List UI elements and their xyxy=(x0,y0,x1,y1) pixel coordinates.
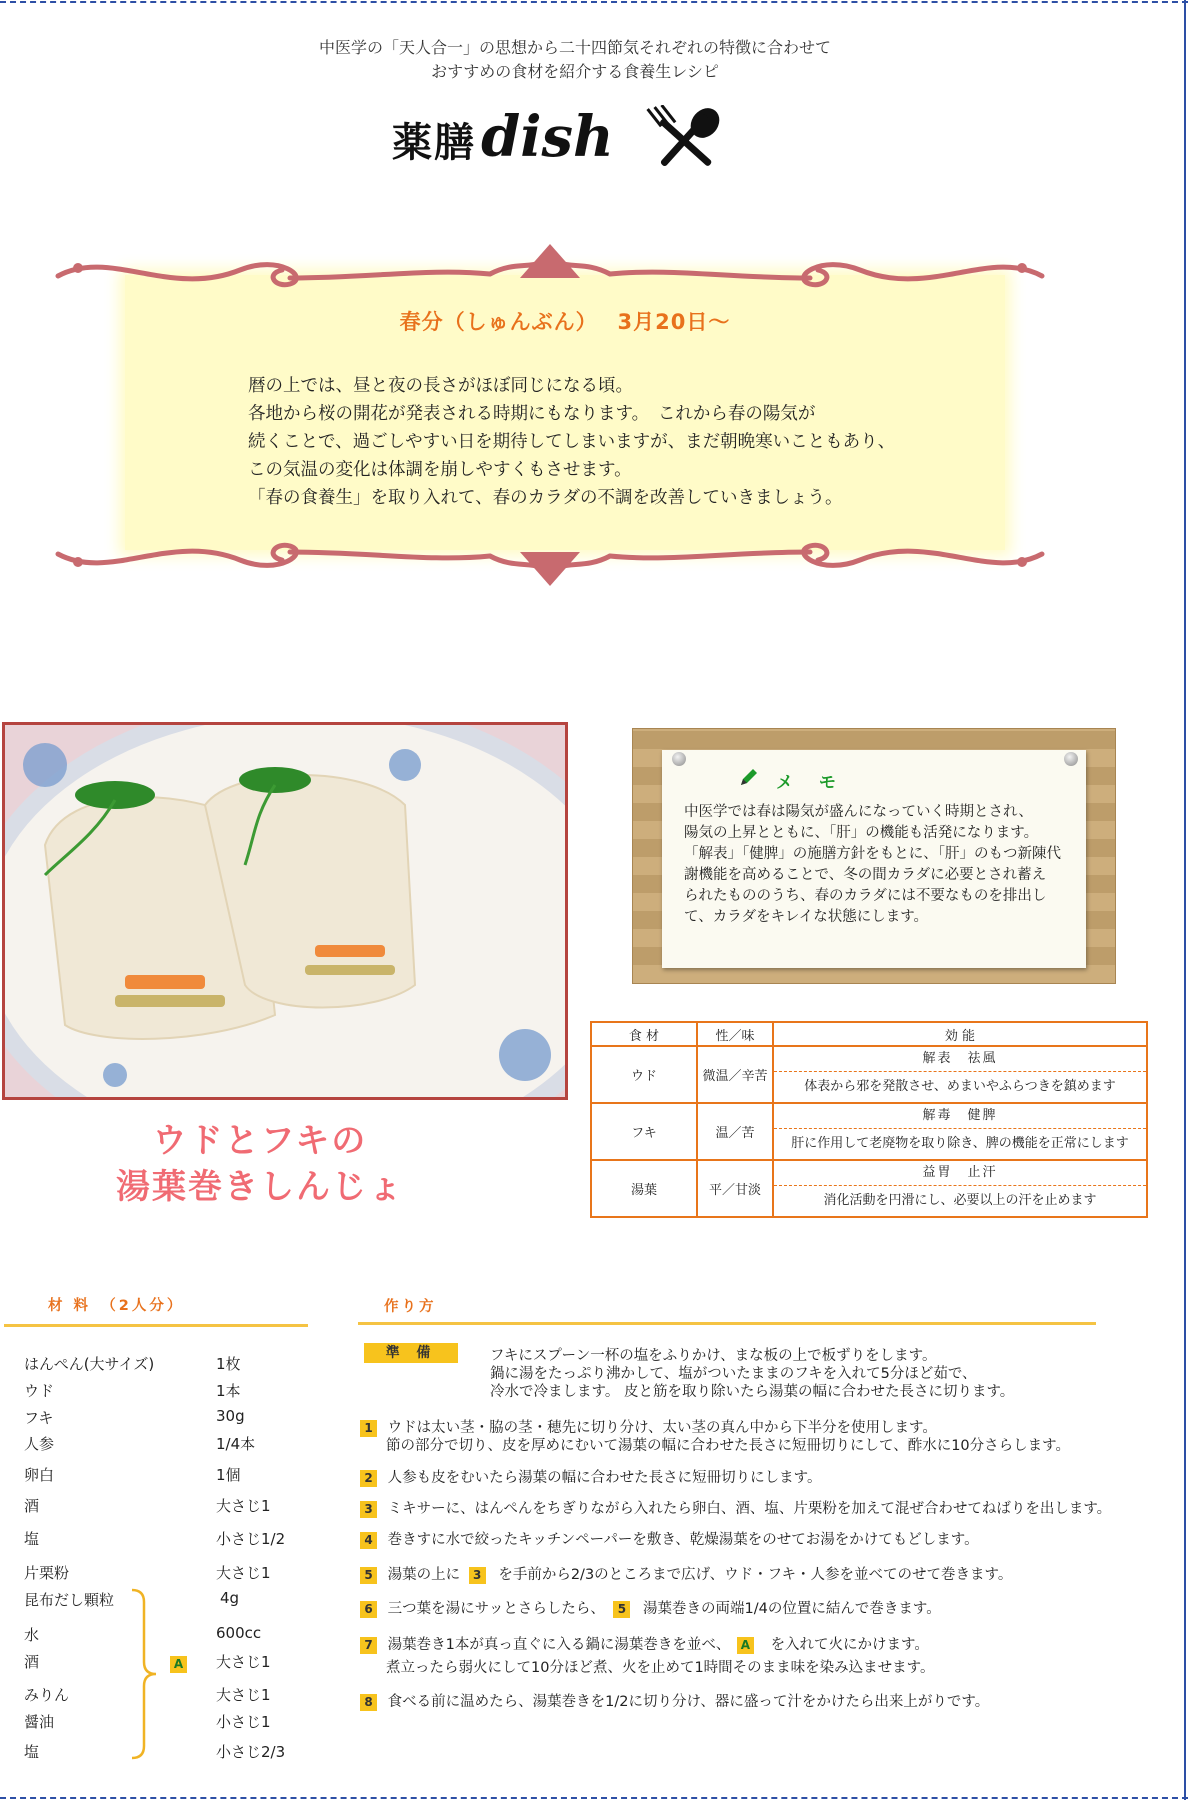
step-number: 1 xyxy=(360,1420,377,1437)
ingredient-qty: 小さじ1 xyxy=(216,1713,271,1731)
pin-icon xyxy=(1064,752,1078,766)
step-text: 巻きすに水で絞ったキッチンペーパーを敷き、乾燥湯葉をのせてお湯をかけてもどします。 xyxy=(387,1532,979,1548)
memo-line: 「解表」「健脾」の施膳方針をもとに、「肝」のもつ新陳代 xyxy=(684,846,1061,862)
table-header: 性／味 xyxy=(697,1022,773,1046)
ingredients-heading: 材 料 （2人分） xyxy=(48,1298,185,1314)
fork-spoon-icon xyxy=(645,105,727,181)
step-text: 人参も皮をむいたら湯葉の幅に合わせた長さに短冊切りにします。 xyxy=(387,1470,822,1486)
step-text: を手前から2/3のところまで広げ、ウド・フキ・人参を並べてのせて巻きます。 xyxy=(498,1567,1013,1583)
effect-cell xyxy=(773,1046,1147,1103)
table-row xyxy=(591,1103,1147,1160)
step-text-pre: 三つ葉を湯にサッとさらしたら、 xyxy=(387,1601,605,1617)
logo xyxy=(392,104,614,170)
logo-dish: dish xyxy=(481,104,614,170)
ingredient-qty: 1枚 xyxy=(216,1355,241,1373)
effect-name: 解表 祛風 xyxy=(774,1047,1146,1072)
step-6 xyxy=(360,1597,941,1618)
dish-title-line: ウドとフキの xyxy=(152,1121,368,1161)
effects-table xyxy=(590,1021,1148,1218)
ingredient-name: 人参 xyxy=(24,1435,55,1453)
step-5 xyxy=(360,1563,1012,1584)
step-7-continued: 煮立ったら弱火にして10分ほど煮、火を止めて1時間そのまま味を染み込ませます。 xyxy=(386,1660,935,1676)
season-line: この気温の変化は体調を崩しやすくもさせます。 xyxy=(248,460,632,480)
memo-line: 中医学では春は陽気が盛んになっていく時期とされ、 xyxy=(684,804,1033,820)
ingredient-name: 昆布だし顆粒 xyxy=(24,1591,115,1609)
group-bracket-icon xyxy=(128,1588,168,1762)
step-7 xyxy=(360,1633,929,1654)
ingredient-name: 卵白 xyxy=(24,1466,55,1484)
prep-line: 鍋に湯をたっぷり沸かして、塩がついたままのフキを入れて5分ほど茹で、 xyxy=(490,1366,977,1382)
step-number: 4 xyxy=(360,1532,377,1549)
pencil-icon xyxy=(738,766,760,788)
step-number: 7 xyxy=(360,1637,377,1654)
ingredient-name: フキ xyxy=(24,1409,54,1427)
food-cell: フキ xyxy=(591,1103,697,1160)
table-header: 効 能 xyxy=(773,1022,1147,1046)
memo-line: 陽気の上昇とともに、「肝」の機能も活発になります。 xyxy=(684,825,1039,841)
step-number: 5 xyxy=(360,1567,377,1584)
table-row xyxy=(591,1160,1147,1217)
ornament-top-icon xyxy=(50,238,1050,300)
step-ref-badge: A xyxy=(737,1637,754,1654)
season-line: 続くことで、過ごしやすい日を期待してしまいますが、まだ朝晩寒いこともあり、 xyxy=(248,432,896,452)
effect-cell xyxy=(773,1103,1147,1160)
step-ref-badge: 5 xyxy=(613,1601,630,1618)
step-number: 2 xyxy=(360,1470,377,1487)
intro-line-1: 中医学の「天人合一」の思想から二十四節気それぞれの特徴に合わせて xyxy=(318,38,831,57)
memo-body xyxy=(684,802,1084,928)
prep-badge: 準 備 xyxy=(364,1343,458,1363)
prep-line: フキにスプーン一杯の塩をふりかけ、まな板の上で板ずりをします。 xyxy=(490,1348,937,1364)
step-text: 食べる前に温めたら、湯葉巻きを1/2に切り分け、器に盛って汁をかけたら出来上がりです。 xyxy=(387,1694,990,1710)
food-cell: ウド xyxy=(591,1046,697,1103)
season-line: 各地から桜の開花が発表される時期にもなります。 これから春の陽気が xyxy=(248,404,816,424)
nature-cell: 温／苦 xyxy=(697,1103,773,1160)
step-text: ミキサーに、はんぺんをちぎりながら入れたら卵白、酒、塩、片栗粉を加えて混ぜ合わせてねばりを出します。 xyxy=(387,1501,1112,1517)
method-divider xyxy=(358,1322,1096,1325)
pin-icon xyxy=(672,752,686,766)
effect-desc: 体表から邪を発散させ、めまいやふらつきを鎮めます xyxy=(804,1079,1116,1094)
season-line: 「春の食養生」を取り入れて、春のカラダの不調を改善していきましょう。 xyxy=(248,488,843,508)
season-description xyxy=(248,372,988,512)
step-8 xyxy=(360,1690,989,1711)
group-a-badge: A xyxy=(170,1656,187,1673)
ingredients-divider xyxy=(4,1324,308,1327)
ingredient-name: はんぺん(大サイズ) xyxy=(24,1355,155,1373)
ingredient-name: みりん xyxy=(24,1686,70,1704)
ingredient-qty: 30g xyxy=(216,1407,245,1425)
effect-name: 益胃 止汗 xyxy=(774,1161,1146,1186)
ingredient-qty: 1/4本 xyxy=(216,1435,256,1453)
effect-desc: 肝に作用して老廃物を取り除き、脾の機能を正常にします xyxy=(791,1136,1129,1151)
ingredient-qty: 小さじ2/3 xyxy=(216,1743,286,1761)
nature-cell: 微温／辛苦 xyxy=(697,1046,773,1103)
step-text: ウドは太い茎・脇の茎・穂先に切り分け、太い茎の真ん中から下半分を使用します。 xyxy=(387,1420,937,1436)
table-header: 食 材 xyxy=(591,1022,697,1046)
ingredient-qty: 1個 xyxy=(216,1466,241,1484)
ornament-bottom-icon xyxy=(50,530,1050,592)
page-border-right xyxy=(1184,0,1186,1800)
page-border-top xyxy=(0,1,1188,3)
dish-photo-illustration xyxy=(5,725,565,1097)
ingredient-qty: 4g xyxy=(220,1589,240,1607)
step-text: 湯葉巻きの両端1/4の位置に結んで巻きます。 xyxy=(643,1601,941,1617)
step-3 xyxy=(360,1497,1111,1518)
nature-cell: 平／甘淡 xyxy=(697,1160,773,1217)
ingredient-qty: 600cc xyxy=(216,1624,262,1642)
step-text-pre: 湯葉巻き1本が真っ直ぐに入る鍋に湯葉巻きを並べ、 xyxy=(387,1637,731,1653)
ingredient-name: ウド xyxy=(24,1382,55,1400)
memo-line: 謝機能を高めることで、冬の間カラダに必要とされ蓄え xyxy=(684,867,1047,883)
ingredient-name: 塩 xyxy=(24,1530,40,1548)
effect-desc: 消化活動を円滑にし、必要以上の汗を止めます xyxy=(823,1193,1097,1208)
food-cell: 湯葉 xyxy=(591,1160,697,1217)
dish-title-line: 湯葉巻きしんじょ xyxy=(116,1167,404,1207)
table-row xyxy=(591,1046,1147,1103)
ingredient-name: 塩 xyxy=(24,1743,40,1761)
prep-line: 冷水で冷まします。 皮と筋を取り除いたら湯葉の幅に合わせた長さに切ります。 xyxy=(490,1384,1015,1400)
effect-name: 解毒 健脾 xyxy=(774,1104,1146,1129)
ingredient-name: 醤油 xyxy=(24,1713,55,1731)
ingredient-name: 水 xyxy=(24,1626,40,1644)
table-header-row xyxy=(591,1022,1147,1046)
page-border-bottom xyxy=(0,1797,1188,1799)
ingredient-qty: 大さじ1 xyxy=(216,1497,271,1515)
memo-line: て、カラダをキレイな状態にします。 xyxy=(684,909,929,925)
step-ref-badge: 3 xyxy=(469,1567,486,1584)
method-heading: 作り方 xyxy=(384,1299,437,1315)
step-text-pre: 湯葉の上に xyxy=(387,1567,461,1583)
ingredient-qty: 大さじ1 xyxy=(216,1564,271,1582)
dish-photo xyxy=(2,722,568,1100)
season-line: 暦の上では、昼と夜の長さがほぼ同じになる頃。 xyxy=(248,376,633,396)
step-number: 3 xyxy=(360,1501,377,1518)
ingredient-name: 片栗粉 xyxy=(24,1564,70,1582)
ingredient-qty: 小さじ1/2 xyxy=(216,1530,286,1548)
dish-title xyxy=(60,1118,460,1210)
ingredient-qty: 1本 xyxy=(216,1382,241,1400)
season-title: 春分（しゅんぶん） 3月20日～ xyxy=(399,310,731,334)
step-number: 8 xyxy=(360,1694,377,1711)
step-number: 6 xyxy=(360,1601,377,1618)
step-1-continued: 節の部分で切り、皮を厚めにむいて湯葉の幅に合わせた長さに短冊切りにして、酢水に10分さらします。 xyxy=(386,1438,1070,1454)
ingredient-name: 酒 xyxy=(24,1497,40,1515)
step-2 xyxy=(360,1466,821,1487)
ingredient-name: 酒 xyxy=(24,1653,40,1671)
ingredient-qty: 大さじ1 xyxy=(216,1653,271,1671)
effect-cell xyxy=(773,1160,1147,1217)
intro-line-2: おすすめの食材を紹介する食養生レシピ xyxy=(431,62,719,81)
memo-title: メ モ xyxy=(776,773,846,793)
step-text: を入れて火にかけます。 xyxy=(770,1637,929,1653)
step-4 xyxy=(360,1528,979,1549)
memo-line: られたもののうち、春のカラダには不要なものを排出し xyxy=(684,888,1047,904)
ingredient-qty: 大さじ1 xyxy=(216,1686,271,1704)
logo-jp: 薬膳 xyxy=(392,120,476,166)
